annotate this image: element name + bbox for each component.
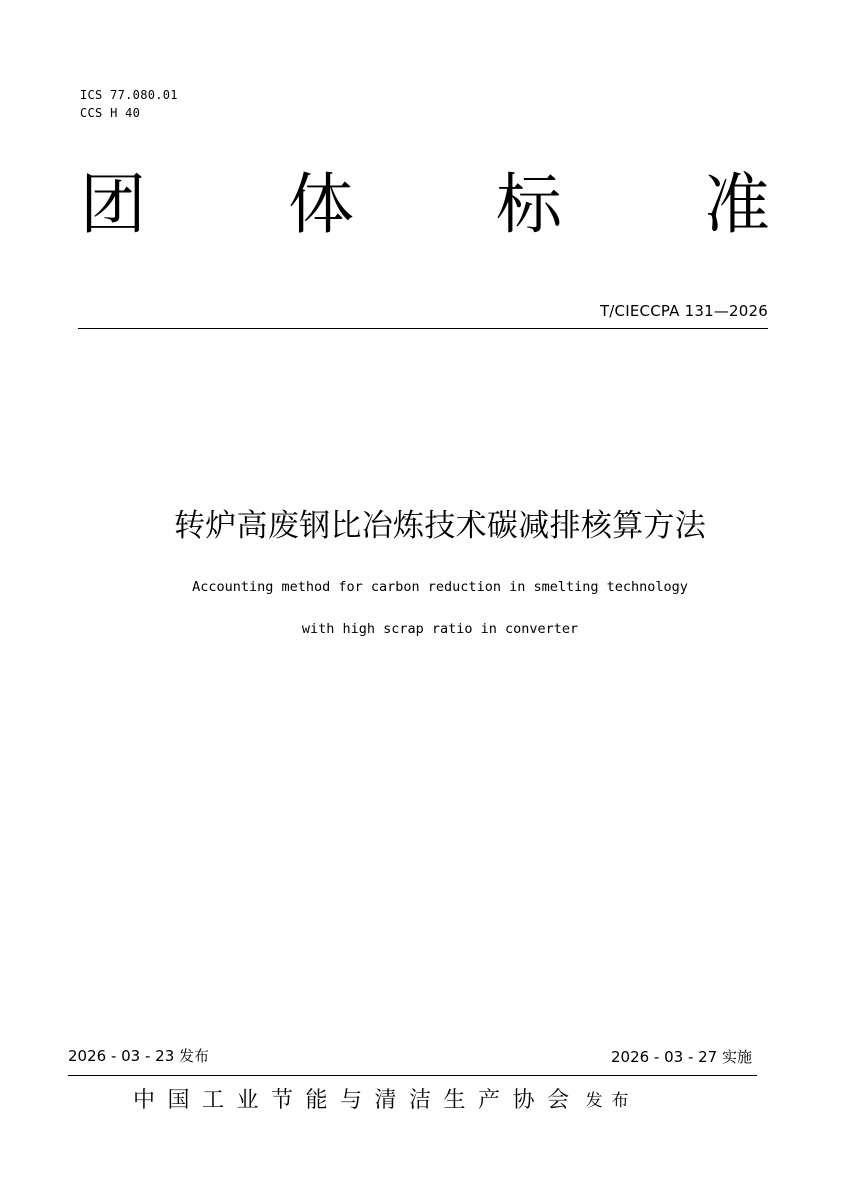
document-type-title (80, 160, 770, 250)
ccs-code: CCS H 40 (80, 106, 141, 120)
footer-divider (68, 1075, 757, 1076)
publisher-suffix: 发布 (585, 1091, 638, 1111)
standard-number: T/CIECCPA 131—2026 (599, 302, 768, 320)
publisher-line (133, 1083, 638, 1119)
title-char-2: 体 (288, 166, 354, 243)
publisher-name: 中国工业节能与清洁生产协会 (133, 1088, 582, 1113)
ics-code: ICS 77.080.01 (80, 88, 178, 102)
publish-date: 2026 - 03 - 23 发布 (68, 1047, 210, 1065)
title-char-3: 标 (496, 166, 562, 243)
title-char-4: 准 (704, 166, 770, 243)
standard-title-en-line1: Accounting method for carbon reduction in smelting technology (192, 579, 688, 595)
implement-date: 2026 - 03 - 27 实施 (610, 1048, 752, 1066)
header-divider (78, 328, 768, 329)
title-char-1: 团 (80, 166, 146, 243)
standard-title-en-line2: with high scrap ratio in converter (301, 621, 579, 637)
standard-title-cn: 转炉高废钢比冶炼技术碳减排核算方法 (173, 508, 707, 544)
classification-block (80, 86, 178, 122)
